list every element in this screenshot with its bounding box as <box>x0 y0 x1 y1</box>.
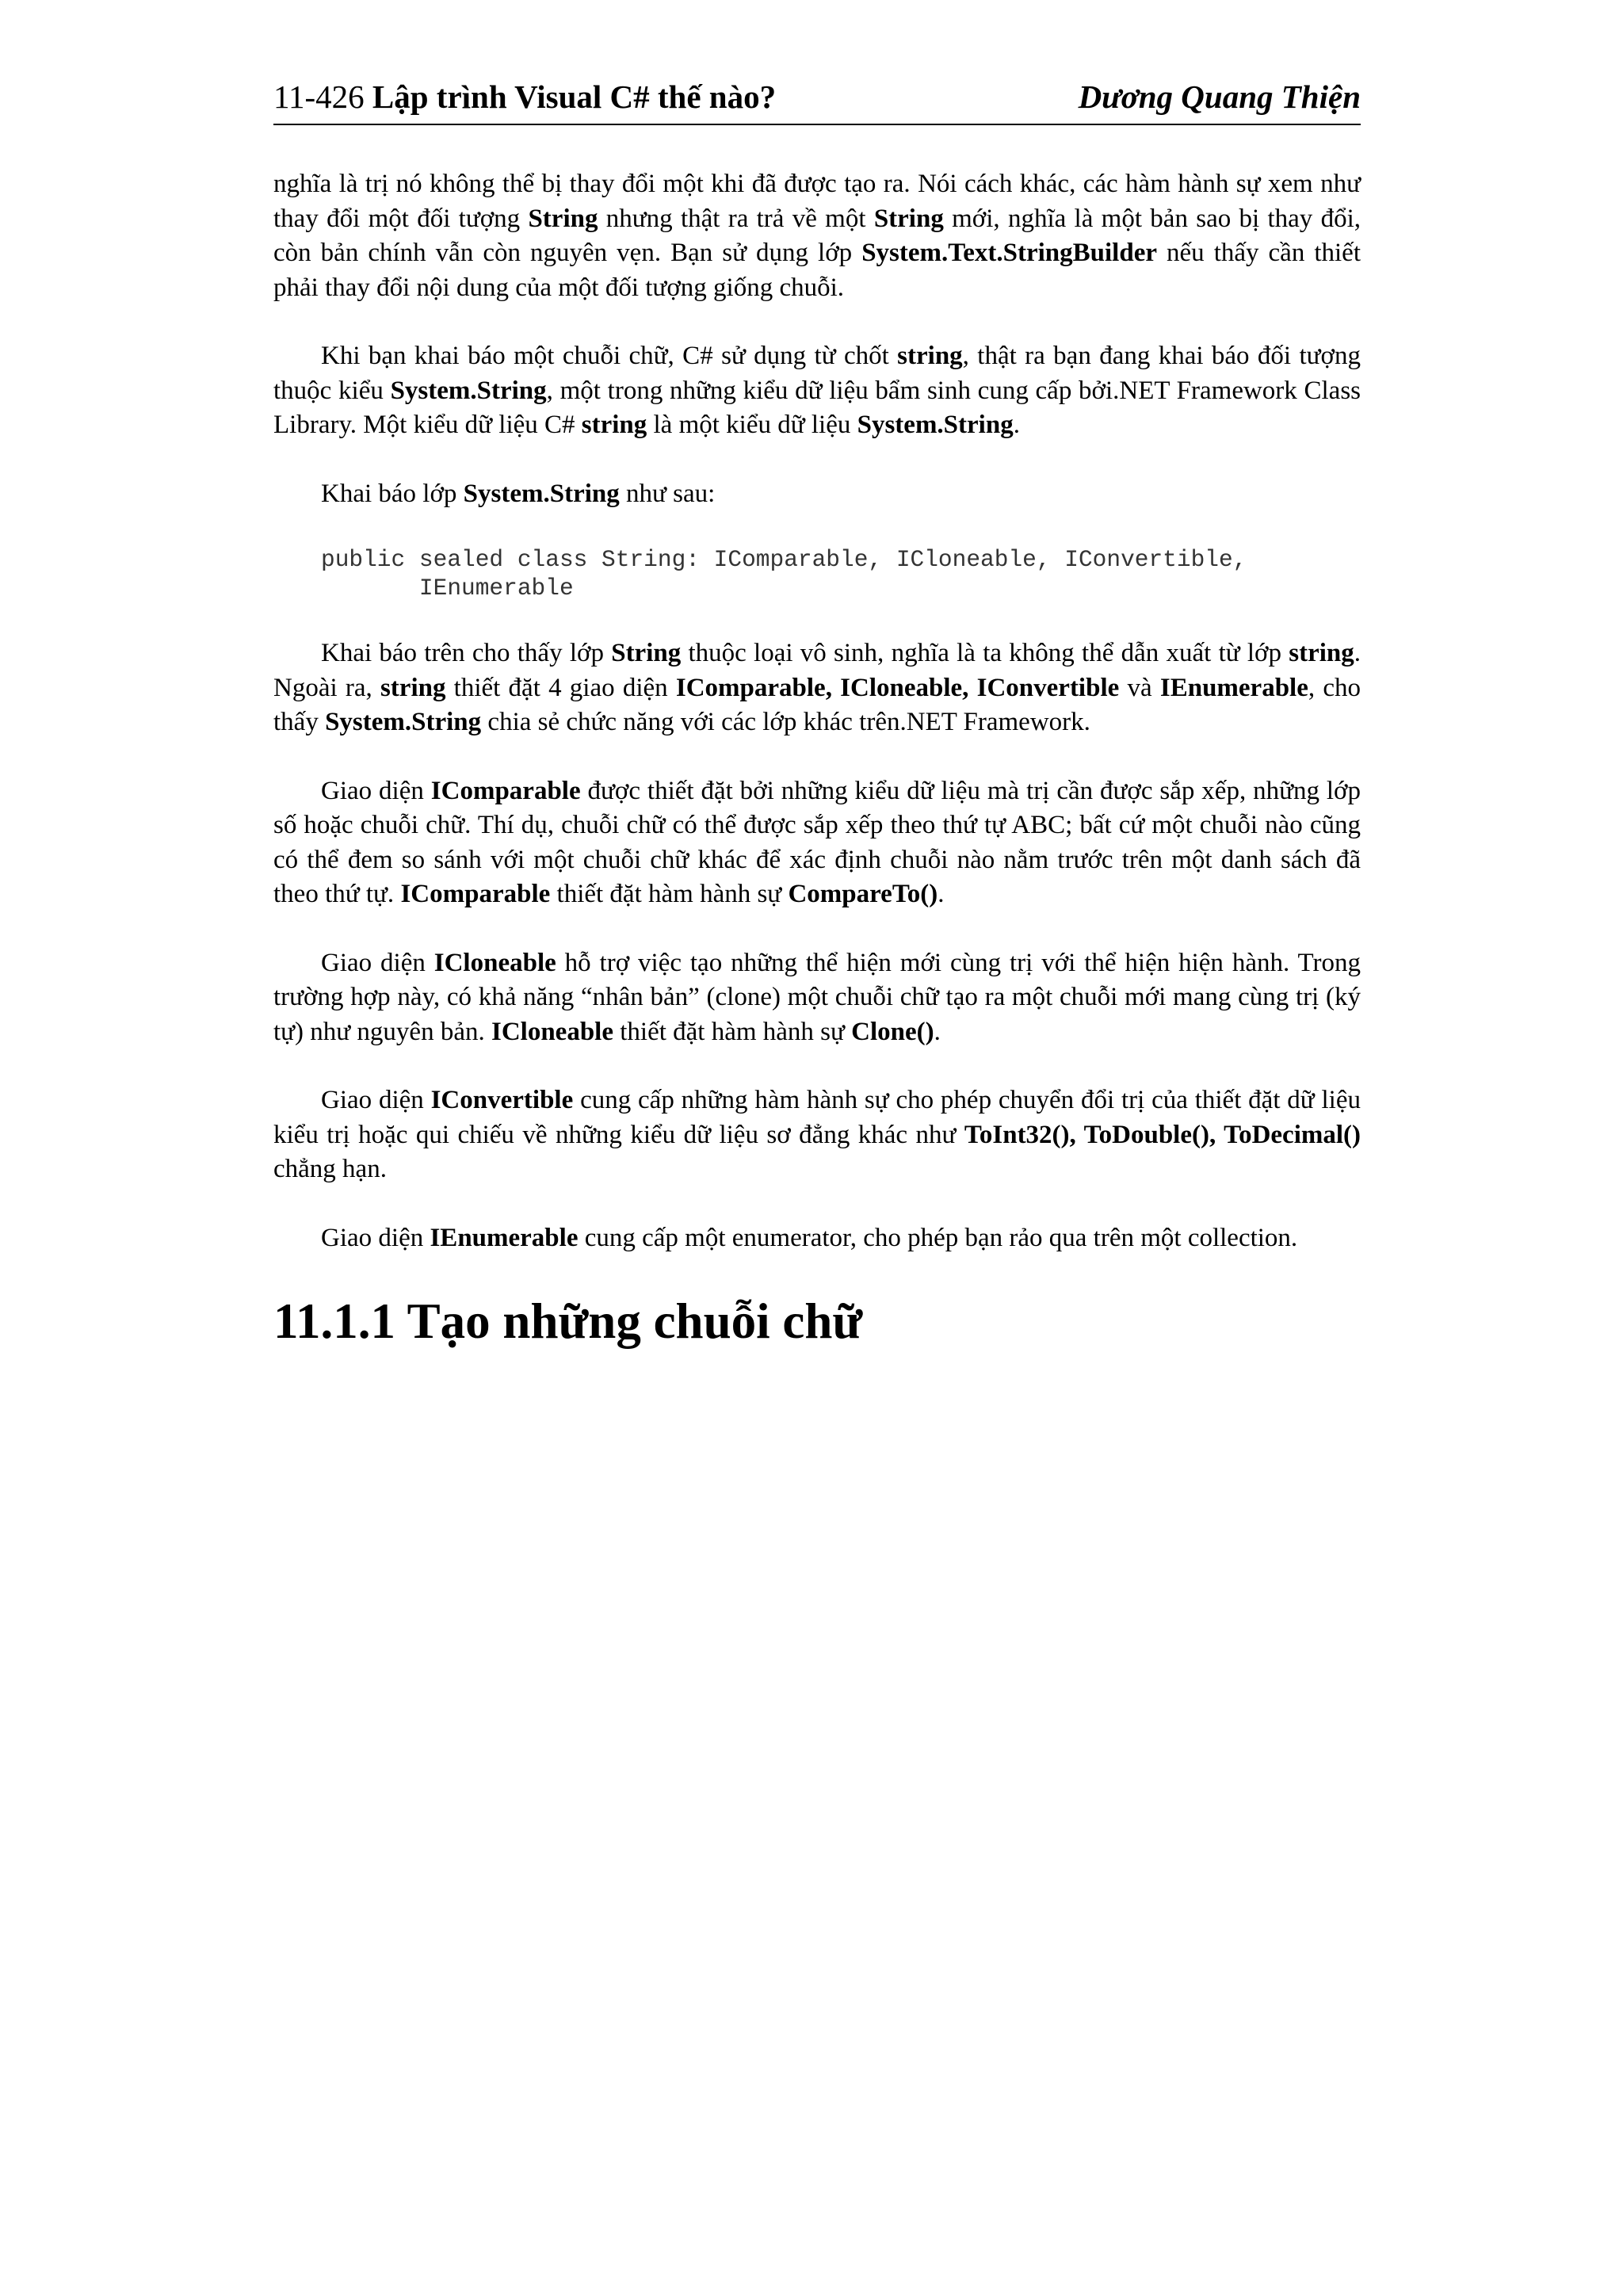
code-block <box>321 545 1361 602</box>
text-run: Giao diện <box>321 776 431 805</box>
text-run: . <box>934 1017 941 1046</box>
paragraph <box>273 477 1361 512</box>
book-title: Lập trình Visual C# thế nào? <box>372 78 777 115</box>
author-name: Dương Quang Thiện <box>1078 78 1361 115</box>
paragraph <box>273 1221 1361 1256</box>
text-run: là một kiểu dữ liệu <box>647 411 857 439</box>
text-run: nghĩa là trị nó không thể bị thay đổi một khi đã được tạo ra. Nói cách khác, các hàm hành sự xem như thay đổi một đối tượng <box>273 170 1361 233</box>
text-run: thiết đặt hàm hành sự <box>550 880 789 908</box>
paragraph <box>273 636 1361 740</box>
bold-term: String <box>873 204 944 233</box>
text-run: hỗ trợ việc tạo những thể hiện mới cùng trị với thể hiện hiện hành. Trong trường hợp này, có khả năng “nhân bản” (clone) một chuỗi chữ tạo ra một chuỗi mới mang cùng trị (ký tự) như nguyên bản. <box>273 948 1361 1046</box>
bold-term: ToInt32(), ToDouble(), ToDecimal() <box>964 1120 1361 1149</box>
text-run: chia sẻ chức năng với các lớp khác trên.NET Framework. <box>481 708 1090 736</box>
bold-term: System.String <box>463 479 620 508</box>
bold-term: ICloneable <box>491 1017 613 1046</box>
code-line: public sealed class String: IComparable, ICloneable, IConvertible, <box>321 546 1247 573</box>
header-left <box>273 78 776 116</box>
text-run: nếu thấy cần thiết phải thay đổi nội dung của một đối tượng giống chuỗi. <box>273 239 1361 302</box>
bold-term: IEnumerable <box>1159 673 1308 702</box>
bold-term: IConvertible <box>430 1086 574 1114</box>
bold-term: String <box>611 639 682 667</box>
bold-term: Clone() <box>851 1017 934 1046</box>
text-run: Giao diện <box>321 1086 431 1114</box>
paragraphs-before-code <box>273 167 1361 511</box>
paragraphs-after-code <box>273 636 1361 1255</box>
text-run: như sau: <box>619 479 716 508</box>
bold-term: string <box>1289 639 1354 667</box>
text-run: Giao diện <box>321 1223 430 1252</box>
text-run: cung cấp một enumerator, cho phép bạn rảo qua trên một collection. <box>578 1223 1298 1252</box>
text-run: chẳng hạn. <box>273 1155 387 1183</box>
paragraph <box>273 1083 1361 1187</box>
page-header <box>273 76 1361 125</box>
bold-term: System.String <box>390 376 547 405</box>
bold-term: string <box>380 673 446 702</box>
paragraph <box>273 774 1361 912</box>
text-run: được thiết đặt bởi những kiểu dữ liệu mà trị cần được sắp xếp, những lớp số hoặc chuỗi chữ. Thí dụ, chuỗi chữ có thể được sắp xếp theo thứ tự ABC; bất cứ một chuỗi nào cũng có thể đem so sánh với một chuỗi chữ khác để xác định chuỗi nào nằm trước trên một danh sách đã theo thứ tự. <box>273 776 1361 908</box>
text-run: , một trong những kiểu dữ liệu bẩm sinh cung cấp bởi.NET Framework Class Library. Một kiểu dữ liệu C# <box>273 376 1361 439</box>
bold-term: IComparable <box>400 880 551 908</box>
text-run: Khi bạn khai báo một chuỗi chữ, C# sử dụng từ chốt <box>321 342 898 370</box>
text-run: Khai báo lớp <box>321 479 464 508</box>
code-line: IEnumerable <box>321 575 574 602</box>
text-run: , thật ra bạn đang khai báo đối tượng thuộc kiểu <box>273 342 1361 405</box>
paragraph <box>273 946 1361 1050</box>
text-run: thuộc loại vô sinh, nghĩa là ta không thể dẫn xuất từ lớp <box>681 639 1289 667</box>
bold-term: string <box>581 411 647 439</box>
text-run: Giao diện <box>321 948 434 977</box>
section-heading: 11.1.1 Tạo những chuỗi chữ <box>273 1293 863 1349</box>
paragraph <box>273 339 1361 443</box>
bold-term: IEnumerable <box>430 1223 579 1252</box>
bold-term: System.Text.StringBuilder <box>861 239 1157 267</box>
text-run: . <box>938 880 945 908</box>
text-run: và <box>1119 673 1160 702</box>
page-number: 11-426 <box>273 78 365 115</box>
bold-term: System.String <box>857 411 1014 439</box>
bold-term: ICloneable <box>433 948 556 977</box>
text-run: nhưng thật ra trả về một <box>598 204 874 233</box>
text-run: Khai báo trên cho thấy lớp <box>321 639 612 667</box>
bold-term: String <box>528 204 598 233</box>
bold-term: System.String <box>325 708 482 736</box>
text-run: thiết đặt 4 giao diện <box>445 673 676 702</box>
text-run: , cho thấy <box>273 673 1361 736</box>
text-run: . Ngoài ra, <box>273 639 1361 702</box>
text-run: . <box>1013 411 1020 439</box>
bold-term: IComparable, ICloneable, IConvertible <box>675 673 1120 702</box>
bold-term: CompareTo() <box>788 880 938 908</box>
text-run: mới, nghĩa là một bản sao bị thay đổi, còn bản chính vẫn còn nguyên vẹn. Bạn sử dụng lớp <box>273 204 1361 267</box>
page-body <box>273 167 1361 1353</box>
bold-term: IComparable <box>430 776 581 805</box>
text-run: cung cấp những hàm hành sự cho phép chuyển đổi trị của thiết đặt dữ liệu kiểu trị hoặc qui chiếu về những kiểu dữ liệu sơ đẳng khác như <box>273 1086 1361 1149</box>
paragraph <box>273 167 1361 305</box>
bold-term: string <box>897 342 963 370</box>
text-run: thiết đặt hàm hành sự <box>613 1017 852 1046</box>
